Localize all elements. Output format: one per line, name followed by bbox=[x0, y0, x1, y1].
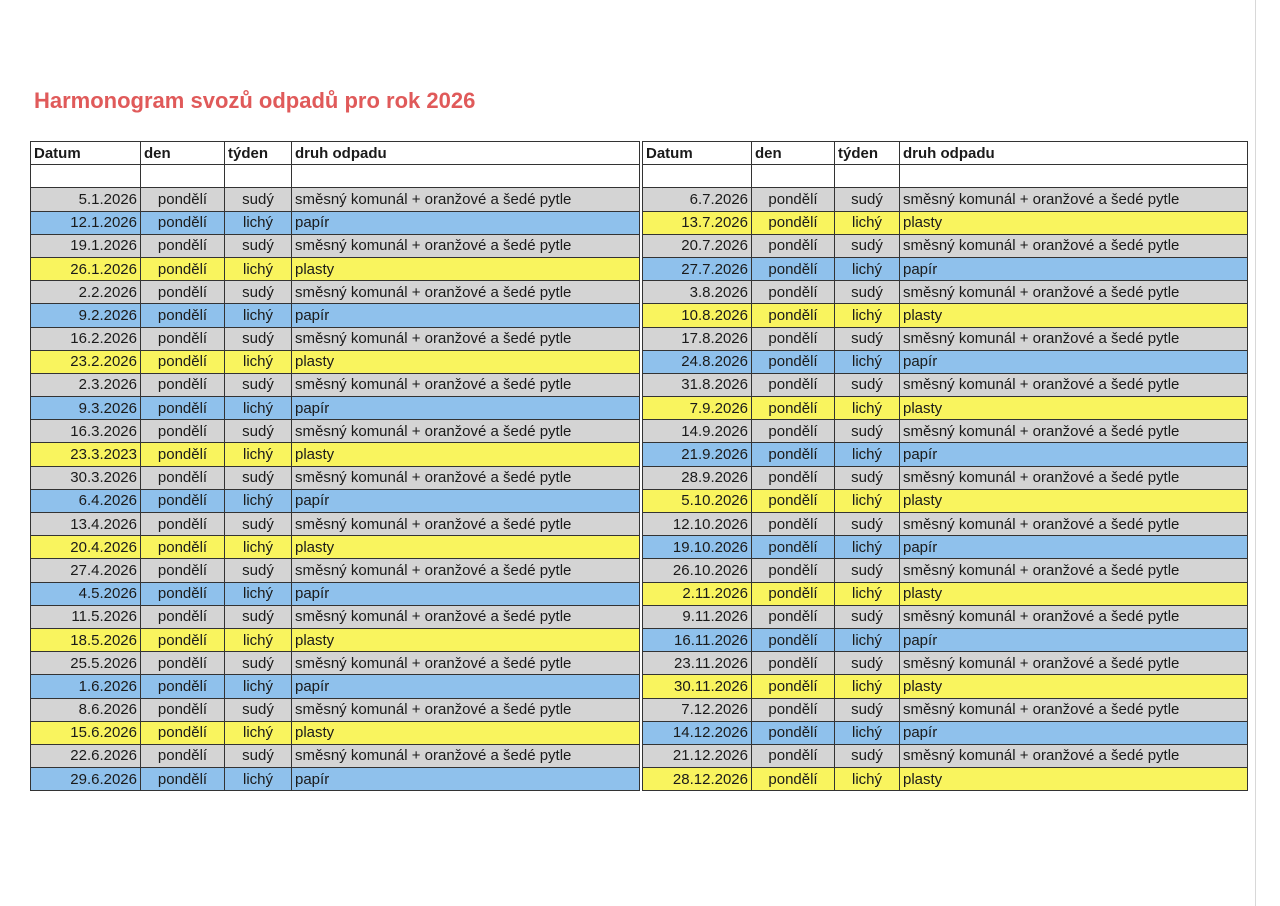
waste-type-cell: plasty bbox=[900, 582, 1248, 605]
day-cell: pondělí bbox=[141, 489, 225, 512]
day-cell: pondělí bbox=[752, 582, 835, 605]
schedule-row bbox=[31, 304, 640, 327]
empty-cell bbox=[752, 165, 835, 188]
week-cell: lichý bbox=[225, 211, 292, 234]
week-cell: lichý bbox=[835, 536, 900, 559]
day-cell: pondělí bbox=[752, 188, 835, 211]
day-cell: pondělí bbox=[752, 675, 835, 698]
empty-cell bbox=[141, 165, 225, 188]
date-cell: 26.10.2026 bbox=[643, 559, 752, 582]
schedule-row bbox=[31, 489, 640, 512]
week-cell: lichý bbox=[225, 582, 292, 605]
waste-type-cell: papír bbox=[900, 443, 1248, 466]
week-cell: lichý bbox=[225, 675, 292, 698]
day-cell: pondělí bbox=[752, 744, 835, 767]
date-cell: 20.7.2026 bbox=[643, 234, 752, 257]
page-title: Harmonogram svozů odpadů pro rok 2026 bbox=[34, 88, 476, 113]
date-cell: 2.2.2026 bbox=[31, 281, 141, 304]
week-cell: lichý bbox=[835, 675, 900, 698]
week-cell: lichý bbox=[835, 582, 900, 605]
week-cell: lichý bbox=[225, 628, 292, 651]
day-cell: pondělí bbox=[141, 397, 225, 420]
day-cell: pondělí bbox=[752, 327, 835, 350]
date-cell: 9.11.2026 bbox=[643, 605, 752, 628]
day-cell: pondělí bbox=[141, 536, 225, 559]
schedule-row bbox=[643, 536, 1248, 559]
waste-type-cell: směsný komunál + oranžové a šedé pytle bbox=[900, 513, 1248, 536]
schedule-row bbox=[643, 281, 1248, 304]
week-cell: sudý bbox=[225, 652, 292, 675]
week-cell: sudý bbox=[835, 559, 900, 582]
schedule-row bbox=[31, 281, 640, 304]
waste-type-cell: směsný komunál + oranžové a šedé pytle bbox=[900, 420, 1248, 443]
empty-cell bbox=[900, 165, 1248, 188]
waste-type-cell: plasty bbox=[900, 397, 1248, 420]
schedule-row bbox=[643, 559, 1248, 582]
day-cell: pondělí bbox=[141, 188, 225, 211]
waste-type-cell: směsný komunál + oranžové a šedé pytle bbox=[900, 744, 1248, 767]
day-cell: pondělí bbox=[141, 211, 225, 234]
waste-type-cell: směsný komunál + oranžové a šedé pytle bbox=[292, 744, 640, 767]
waste-type-cell: plasty bbox=[292, 536, 640, 559]
day-cell: pondělí bbox=[752, 420, 835, 443]
waste-type-cell: plasty bbox=[900, 211, 1248, 234]
schedule-row bbox=[643, 234, 1248, 257]
day-cell: pondělí bbox=[141, 234, 225, 257]
date-cell: 2.3.2026 bbox=[31, 373, 141, 396]
day-cell: pondělí bbox=[752, 373, 835, 396]
day-cell: pondělí bbox=[752, 605, 835, 628]
date-cell: 6.7.2026 bbox=[643, 188, 752, 211]
date-cell: 13.4.2026 bbox=[31, 513, 141, 536]
date-cell: 18.5.2026 bbox=[31, 628, 141, 651]
waste-type-cell: směsný komunál + oranžové a šedé pytle bbox=[900, 373, 1248, 396]
schedule-table-left bbox=[30, 141, 640, 791]
empty-cell bbox=[643, 165, 752, 188]
date-cell: 23.2.2026 bbox=[31, 350, 141, 373]
schedule-row bbox=[31, 582, 640, 605]
header-row bbox=[643, 142, 1248, 165]
day-cell: pondělí bbox=[752, 536, 835, 559]
day-cell: pondělí bbox=[752, 628, 835, 651]
day-cell: pondělí bbox=[141, 373, 225, 396]
spacer-row bbox=[643, 165, 1248, 188]
day-cell: pondělí bbox=[752, 234, 835, 257]
week-cell: sudý bbox=[835, 373, 900, 396]
week-cell: sudý bbox=[835, 513, 900, 536]
date-cell: 28.12.2026 bbox=[643, 768, 752, 791]
day-cell: pondělí bbox=[752, 652, 835, 675]
day-cell: pondělí bbox=[141, 721, 225, 744]
day-cell: pondělí bbox=[141, 628, 225, 651]
waste-type-cell: směsný komunál + oranžové a šedé pytle bbox=[292, 281, 640, 304]
day-cell: pondělí bbox=[752, 257, 835, 280]
waste-type-cell: papír bbox=[292, 768, 640, 791]
day-cell: pondělí bbox=[141, 466, 225, 489]
week-cell: lichý bbox=[225, 443, 292, 466]
col-header-type: druh odpadu bbox=[292, 142, 640, 165]
schedule-row bbox=[31, 698, 640, 721]
day-cell: pondělí bbox=[752, 513, 835, 536]
week-cell: lichý bbox=[835, 304, 900, 327]
week-cell: lichý bbox=[835, 211, 900, 234]
date-cell: 8.6.2026 bbox=[31, 698, 141, 721]
week-cell: lichý bbox=[835, 350, 900, 373]
day-cell: pondělí bbox=[141, 304, 225, 327]
date-cell: 20.4.2026 bbox=[31, 536, 141, 559]
schedule-row bbox=[31, 443, 640, 466]
schedule-row bbox=[643, 188, 1248, 211]
date-cell: 25.5.2026 bbox=[31, 652, 141, 675]
waste-type-cell: papír bbox=[900, 628, 1248, 651]
page-edge-line bbox=[1255, 0, 1256, 906]
date-cell: 11.5.2026 bbox=[31, 605, 141, 628]
week-cell: sudý bbox=[835, 327, 900, 350]
schedule-row bbox=[643, 582, 1248, 605]
schedule-row bbox=[643, 513, 1248, 536]
date-cell: 12.10.2026 bbox=[643, 513, 752, 536]
date-cell: 23.3.2023 bbox=[31, 443, 141, 466]
waste-type-cell: směsný komunál + oranžové a šedé pytle bbox=[900, 281, 1248, 304]
week-cell: sudý bbox=[225, 513, 292, 536]
waste-type-cell: plasty bbox=[900, 675, 1248, 698]
waste-type-cell: směsný komunál + oranžové a šedé pytle bbox=[292, 327, 640, 350]
date-cell: 2.11.2026 bbox=[643, 582, 752, 605]
day-cell: pondělí bbox=[752, 768, 835, 791]
waste-type-cell: papír bbox=[900, 536, 1248, 559]
date-cell: 5.1.2026 bbox=[31, 188, 141, 211]
schedule-row bbox=[31, 257, 640, 280]
date-cell: 24.8.2026 bbox=[643, 350, 752, 373]
schedule-row bbox=[643, 327, 1248, 350]
date-cell: 27.7.2026 bbox=[643, 257, 752, 280]
date-cell: 30.3.2026 bbox=[31, 466, 141, 489]
waste-type-cell: směsný komunál + oranžové a šedé pytle bbox=[292, 559, 640, 582]
schedule-row bbox=[31, 373, 640, 396]
date-cell: 30.11.2026 bbox=[643, 675, 752, 698]
week-cell: sudý bbox=[225, 188, 292, 211]
day-cell: pondělí bbox=[141, 698, 225, 721]
week-cell: sudý bbox=[225, 466, 292, 489]
col-header-day: den bbox=[752, 142, 835, 165]
day-cell: pondělí bbox=[141, 605, 225, 628]
week-cell: lichý bbox=[225, 397, 292, 420]
week-cell: lichý bbox=[835, 768, 900, 791]
day-cell: pondělí bbox=[141, 281, 225, 304]
schedule-row bbox=[31, 675, 640, 698]
week-cell: sudý bbox=[835, 420, 900, 443]
col-header-week: týden bbox=[835, 142, 900, 165]
waste-type-cell: plasty bbox=[900, 768, 1248, 791]
day-cell: pondělí bbox=[752, 721, 835, 744]
week-cell: sudý bbox=[225, 698, 292, 721]
day-cell: pondělí bbox=[141, 744, 225, 767]
waste-type-cell: papír bbox=[292, 397, 640, 420]
schedule-row bbox=[31, 652, 640, 675]
schedule-row bbox=[643, 373, 1248, 396]
spacer-row bbox=[31, 165, 640, 188]
schedule-row bbox=[31, 350, 640, 373]
day-cell: pondělí bbox=[752, 397, 835, 420]
date-cell: 26.1.2026 bbox=[31, 257, 141, 280]
col-header-date: Datum bbox=[643, 142, 752, 165]
waste-type-cell: plasty bbox=[292, 443, 640, 466]
waste-type-cell: plasty bbox=[292, 257, 640, 280]
waste-type-cell: plasty bbox=[900, 489, 1248, 512]
date-cell: 7.9.2026 bbox=[643, 397, 752, 420]
schedule-row bbox=[31, 605, 640, 628]
empty-cell bbox=[292, 165, 640, 188]
schedule-row bbox=[643, 420, 1248, 443]
schedule-row bbox=[31, 234, 640, 257]
week-cell: lichý bbox=[835, 721, 900, 744]
day-cell: pondělí bbox=[141, 420, 225, 443]
waste-type-cell: papír bbox=[900, 350, 1248, 373]
day-cell: pondělí bbox=[141, 582, 225, 605]
waste-type-cell: směsný komunál + oranžové a šedé pytle bbox=[292, 466, 640, 489]
waste-type-cell: směsný komunál + oranžové a šedé pytle bbox=[292, 698, 640, 721]
schedule-row bbox=[643, 721, 1248, 744]
date-cell: 16.2.2026 bbox=[31, 327, 141, 350]
schedule-row bbox=[31, 420, 640, 443]
week-cell: lichý bbox=[225, 536, 292, 559]
waste-type-cell: směsný komunál + oranžové a šedé pytle bbox=[292, 420, 640, 443]
schedule-row bbox=[31, 397, 640, 420]
date-cell: 21.12.2026 bbox=[643, 744, 752, 767]
waste-type-cell: plasty bbox=[292, 350, 640, 373]
schedule-row bbox=[31, 721, 640, 744]
date-cell: 12.1.2026 bbox=[31, 211, 141, 234]
date-cell: 3.8.2026 bbox=[643, 281, 752, 304]
waste-type-cell: směsný komunál + oranžové a šedé pytle bbox=[292, 605, 640, 628]
week-cell: lichý bbox=[225, 721, 292, 744]
schedule-row bbox=[31, 466, 640, 489]
week-cell: lichý bbox=[835, 397, 900, 420]
day-cell: pondělí bbox=[141, 652, 225, 675]
schedule-row bbox=[31, 327, 640, 350]
week-cell: lichý bbox=[225, 304, 292, 327]
date-cell: 23.11.2026 bbox=[643, 652, 752, 675]
waste-type-cell: směsný komunál + oranžové a šedé pytle bbox=[900, 652, 1248, 675]
waste-type-cell: směsný komunál + oranžové a šedé pytle bbox=[292, 513, 640, 536]
col-header-date: Datum bbox=[31, 142, 141, 165]
week-cell: sudý bbox=[835, 234, 900, 257]
day-cell: pondělí bbox=[141, 257, 225, 280]
day-cell: pondělí bbox=[752, 350, 835, 373]
week-cell: sudý bbox=[225, 605, 292, 628]
waste-type-cell: směsný komunál + oranžové a šedé pytle bbox=[900, 559, 1248, 582]
day-cell: pondělí bbox=[752, 559, 835, 582]
schedule-row bbox=[31, 188, 640, 211]
waste-type-cell: papír bbox=[900, 721, 1248, 744]
schedule-row bbox=[643, 443, 1248, 466]
date-cell: 4.5.2026 bbox=[31, 582, 141, 605]
waste-type-cell: plasty bbox=[292, 628, 640, 651]
date-cell: 16.3.2026 bbox=[31, 420, 141, 443]
col-header-day: den bbox=[141, 142, 225, 165]
date-cell: 28.9.2026 bbox=[643, 466, 752, 489]
week-cell: lichý bbox=[225, 489, 292, 512]
date-cell: 1.6.2026 bbox=[31, 675, 141, 698]
schedule-row bbox=[643, 211, 1248, 234]
week-cell: sudý bbox=[835, 281, 900, 304]
day-cell: pondělí bbox=[141, 559, 225, 582]
schedule-row bbox=[643, 675, 1248, 698]
schedule-row bbox=[31, 628, 640, 651]
waste-type-cell: směsný komunál + oranžové a šedé pytle bbox=[900, 605, 1248, 628]
date-cell: 5.10.2026 bbox=[643, 489, 752, 512]
schedule-row bbox=[31, 211, 640, 234]
date-cell: 15.6.2026 bbox=[31, 721, 141, 744]
day-cell: pondělí bbox=[141, 513, 225, 536]
header-row bbox=[31, 142, 640, 165]
empty-cell bbox=[835, 165, 900, 188]
week-cell: sudý bbox=[225, 744, 292, 767]
day-cell: pondělí bbox=[752, 211, 835, 234]
week-cell: sudý bbox=[835, 744, 900, 767]
week-cell: sudý bbox=[835, 188, 900, 211]
date-cell: 10.8.2026 bbox=[643, 304, 752, 327]
waste-type-cell: směsný komunál + oranžové a šedé pytle bbox=[292, 373, 640, 396]
date-cell: 14.9.2026 bbox=[643, 420, 752, 443]
schedule-row bbox=[31, 513, 640, 536]
waste-type-cell: směsný komunál + oranžové a šedé pytle bbox=[900, 188, 1248, 211]
date-cell: 17.8.2026 bbox=[643, 327, 752, 350]
empty-cell bbox=[225, 165, 292, 188]
date-cell: 19.1.2026 bbox=[31, 234, 141, 257]
week-cell: lichý bbox=[835, 489, 900, 512]
date-cell: 19.10.2026 bbox=[643, 536, 752, 559]
week-cell: sudý bbox=[835, 652, 900, 675]
day-cell: pondělí bbox=[141, 768, 225, 791]
week-cell: sudý bbox=[225, 234, 292, 257]
week-cell: lichý bbox=[225, 350, 292, 373]
week-cell: lichý bbox=[835, 628, 900, 651]
schedule-row bbox=[643, 397, 1248, 420]
week-cell: sudý bbox=[225, 559, 292, 582]
date-cell: 14.12.2026 bbox=[643, 721, 752, 744]
day-cell: pondělí bbox=[752, 698, 835, 721]
date-cell: 6.4.2026 bbox=[31, 489, 141, 512]
waste-type-cell: směsný komunál + oranžové a šedé pytle bbox=[292, 234, 640, 257]
date-cell: 31.8.2026 bbox=[643, 373, 752, 396]
day-cell: pondělí bbox=[141, 443, 225, 466]
waste-type-cell: směsný komunál + oranžové a šedé pytle bbox=[292, 652, 640, 675]
waste-type-cell: papír bbox=[292, 211, 640, 234]
week-cell: sudý bbox=[835, 605, 900, 628]
schedule-row bbox=[643, 744, 1248, 767]
waste-type-cell: papír bbox=[292, 304, 640, 327]
schedule-table-right bbox=[642, 141, 1248, 791]
schedule-row bbox=[643, 466, 1248, 489]
waste-type-cell: směsný komunál + oranžové a šedé pytle bbox=[900, 698, 1248, 721]
waste-type-cell: papír bbox=[292, 675, 640, 698]
date-cell: 16.11.2026 bbox=[643, 628, 752, 651]
schedule-row bbox=[643, 350, 1248, 373]
schedule-row bbox=[643, 652, 1248, 675]
schedule-row bbox=[31, 768, 640, 791]
week-cell: sudý bbox=[225, 281, 292, 304]
schedule-row bbox=[643, 628, 1248, 651]
week-cell: lichý bbox=[225, 257, 292, 280]
week-cell: sudý bbox=[225, 327, 292, 350]
waste-type-cell: papír bbox=[292, 489, 640, 512]
week-cell: lichý bbox=[835, 443, 900, 466]
schedule-row bbox=[643, 304, 1248, 327]
day-cell: pondělí bbox=[752, 281, 835, 304]
week-cell: lichý bbox=[225, 768, 292, 791]
waste-type-cell: papír bbox=[900, 257, 1248, 280]
week-cell: sudý bbox=[225, 373, 292, 396]
week-cell: sudý bbox=[225, 420, 292, 443]
waste-type-cell: směsný komunál + oranžové a šedé pytle bbox=[292, 188, 640, 211]
schedule-row bbox=[643, 257, 1248, 280]
date-cell: 9.2.2026 bbox=[31, 304, 141, 327]
date-cell: 7.12.2026 bbox=[643, 698, 752, 721]
schedule-row bbox=[31, 536, 640, 559]
waste-type-cell: směsný komunál + oranžové a šedé pytle bbox=[900, 234, 1248, 257]
schedule-row bbox=[643, 605, 1248, 628]
schedule-row bbox=[643, 698, 1248, 721]
schedule-row bbox=[643, 489, 1248, 512]
empty-cell bbox=[31, 165, 141, 188]
waste-type-cell: plasty bbox=[292, 721, 640, 744]
day-cell: pondělí bbox=[752, 489, 835, 512]
date-cell: 29.6.2026 bbox=[31, 768, 141, 791]
day-cell: pondělí bbox=[752, 443, 835, 466]
col-header-week: týden bbox=[225, 142, 292, 165]
date-cell: 13.7.2026 bbox=[643, 211, 752, 234]
week-cell: sudý bbox=[835, 466, 900, 489]
schedule-row bbox=[31, 559, 640, 582]
date-cell: 22.6.2026 bbox=[31, 744, 141, 767]
schedule-row bbox=[31, 744, 640, 767]
date-cell: 9.3.2026 bbox=[31, 397, 141, 420]
date-cell: 21.9.2026 bbox=[643, 443, 752, 466]
waste-type-cell: plasty bbox=[900, 304, 1248, 327]
day-cell: pondělí bbox=[141, 327, 225, 350]
schedule-row bbox=[643, 768, 1248, 791]
waste-type-cell: směsný komunál + oranžové a šedé pytle bbox=[900, 327, 1248, 350]
day-cell: pondělí bbox=[141, 675, 225, 698]
day-cell: pondělí bbox=[141, 350, 225, 373]
date-cell: 27.4.2026 bbox=[31, 559, 141, 582]
week-cell: sudý bbox=[835, 698, 900, 721]
day-cell: pondělí bbox=[752, 304, 835, 327]
waste-type-cell: směsný komunál + oranžové a šedé pytle bbox=[900, 466, 1248, 489]
day-cell: pondělí bbox=[752, 466, 835, 489]
week-cell: lichý bbox=[835, 257, 900, 280]
waste-type-cell: papír bbox=[292, 582, 640, 605]
col-header-type: druh odpadu bbox=[900, 142, 1248, 165]
